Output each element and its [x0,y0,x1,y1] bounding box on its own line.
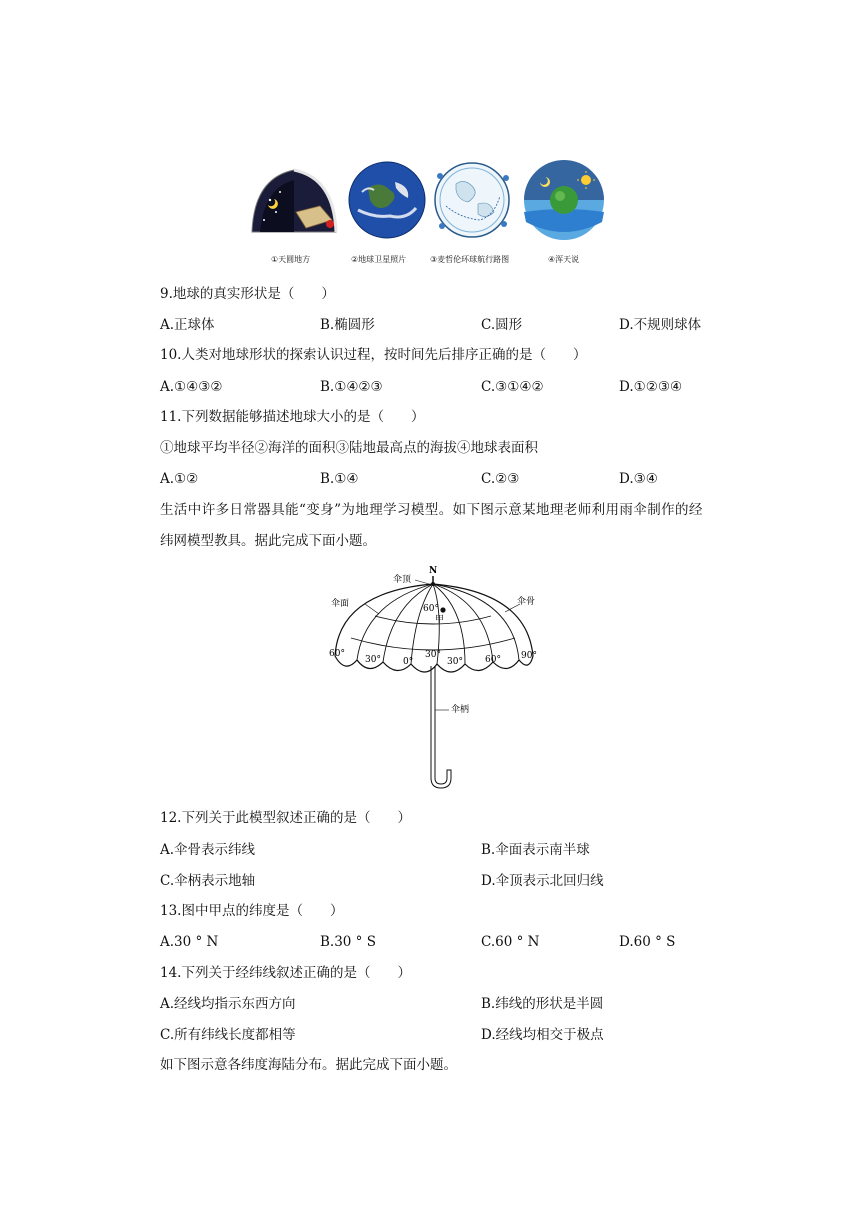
question-12-option-b: B.伞面表示南半球 [481,842,590,858]
caption-4: ④浑天说 [548,255,580,264]
question-13-option-d: D.60 ° S [619,934,676,950]
question-9-stem: 9.地球的真实形状是（ ） [160,286,335,302]
question-11-option-b: B.①④ [320,471,359,487]
question-12-option-d: D.伞顶表示北回归线 [481,873,604,889]
question-9-option-d: D.不规则球体 [619,317,702,333]
question-11-note: ①地球平均半径②海洋的面积③陆地最高点的海拔④地球表面积 [160,440,538,456]
image-huntian-theory [524,160,604,240]
question-9-option-c: C.圆形 [481,317,523,333]
question-10-option-b: B.①④②③ [320,379,383,395]
question-12-option-c: C.伞柄表示地轴 [160,873,256,889]
image-earth-satellite-photo [349,162,425,238]
question-10-stem: 10.人类对地球形状的探索认识过程，按时间先后排序正确的是（ ） [160,347,587,363]
question-10-option-c: C.③①④② [481,379,544,395]
intro-paragraph-line-1: 生活中许多日常器具能“变身”为地理学习模型。如下图示意某地理老师利用雨伞制作的经 [160,502,703,518]
question-11-option-a: A.①② [160,471,199,487]
label-lon-0: 0° [403,657,414,667]
question-13-option-a: A.30 ° N [160,934,219,950]
label-umbrella-top: 伞顶 [393,575,412,585]
label-lon-30e: 30° [447,657,463,667]
question-14-option-a: A.经线均指示东西方向 [160,996,296,1012]
label-lon-60e: 60° [485,655,501,665]
question-13-stem: 13.图中甲点的纬度是（ ） [160,903,344,919]
umbrella-svg [325,562,555,794]
question-13-option-b: B.30 ° S [320,934,376,950]
label-point-jia: 甲 [435,615,445,625]
question-14-option-d: D.经线均相交于极点 [481,1027,604,1043]
question-14-stem: 14.下列关于经纬线叙述正确的是（ ） [160,965,411,981]
question-13-option-c: C.60 ° N [481,934,540,950]
label-lon-30w: 30° [365,655,381,665]
question-12-option-a: A.伞骨表示纬线 [160,842,256,858]
label-canopy: 伞面 [331,599,350,609]
label-handle: 伞柄 [451,705,470,715]
question-11-option-d: D.③④ [619,471,658,487]
question-14-option-b: B.纬线的形状是半圆 [481,996,604,1012]
question-9-option-b: B.椭圆形 [320,317,375,333]
label-north: N [429,566,438,576]
umbrella-graticule-diagram [325,562,555,794]
caption-2: ②地球卫星照片 [351,255,407,264]
label-lon-60w: 60° [329,649,345,659]
question-11-option-c: C.②③ [481,471,520,487]
caption-1: ①天圆地方 [271,255,311,264]
intro-paragraph-line-2: 纬网模型教具。据此完成下面小题。 [160,533,376,549]
label-lat-30: 30° [425,650,441,660]
intro-paragraph-2: 如下图示意各纬度海陆分布。据此完成下面小题。 [160,1057,457,1073]
label-lon-90e: 90° [521,651,537,661]
question-10-option-a: A.①④③② [160,379,223,395]
question-10-option-d: D.①②③④ [619,379,683,395]
question-12-stem: 12.下列关于此模型叙述正确的是（ ） [160,810,411,826]
question-11-stem: 11.下列数据能够描述地球大小的是（ ） [160,409,425,425]
image-sky-round-earth-square [252,170,336,232]
caption-3: ③麦哲伦环球航行路图 [430,255,510,264]
question-14-option-c: C.所有纬线长度都相等 [160,1027,296,1043]
label-lat-60: 60° [423,604,439,614]
question-9-option-a: A.正球体 [160,317,215,333]
label-rib: 伞骨 [517,597,536,607]
image-magellan-voyage-map [435,163,509,237]
